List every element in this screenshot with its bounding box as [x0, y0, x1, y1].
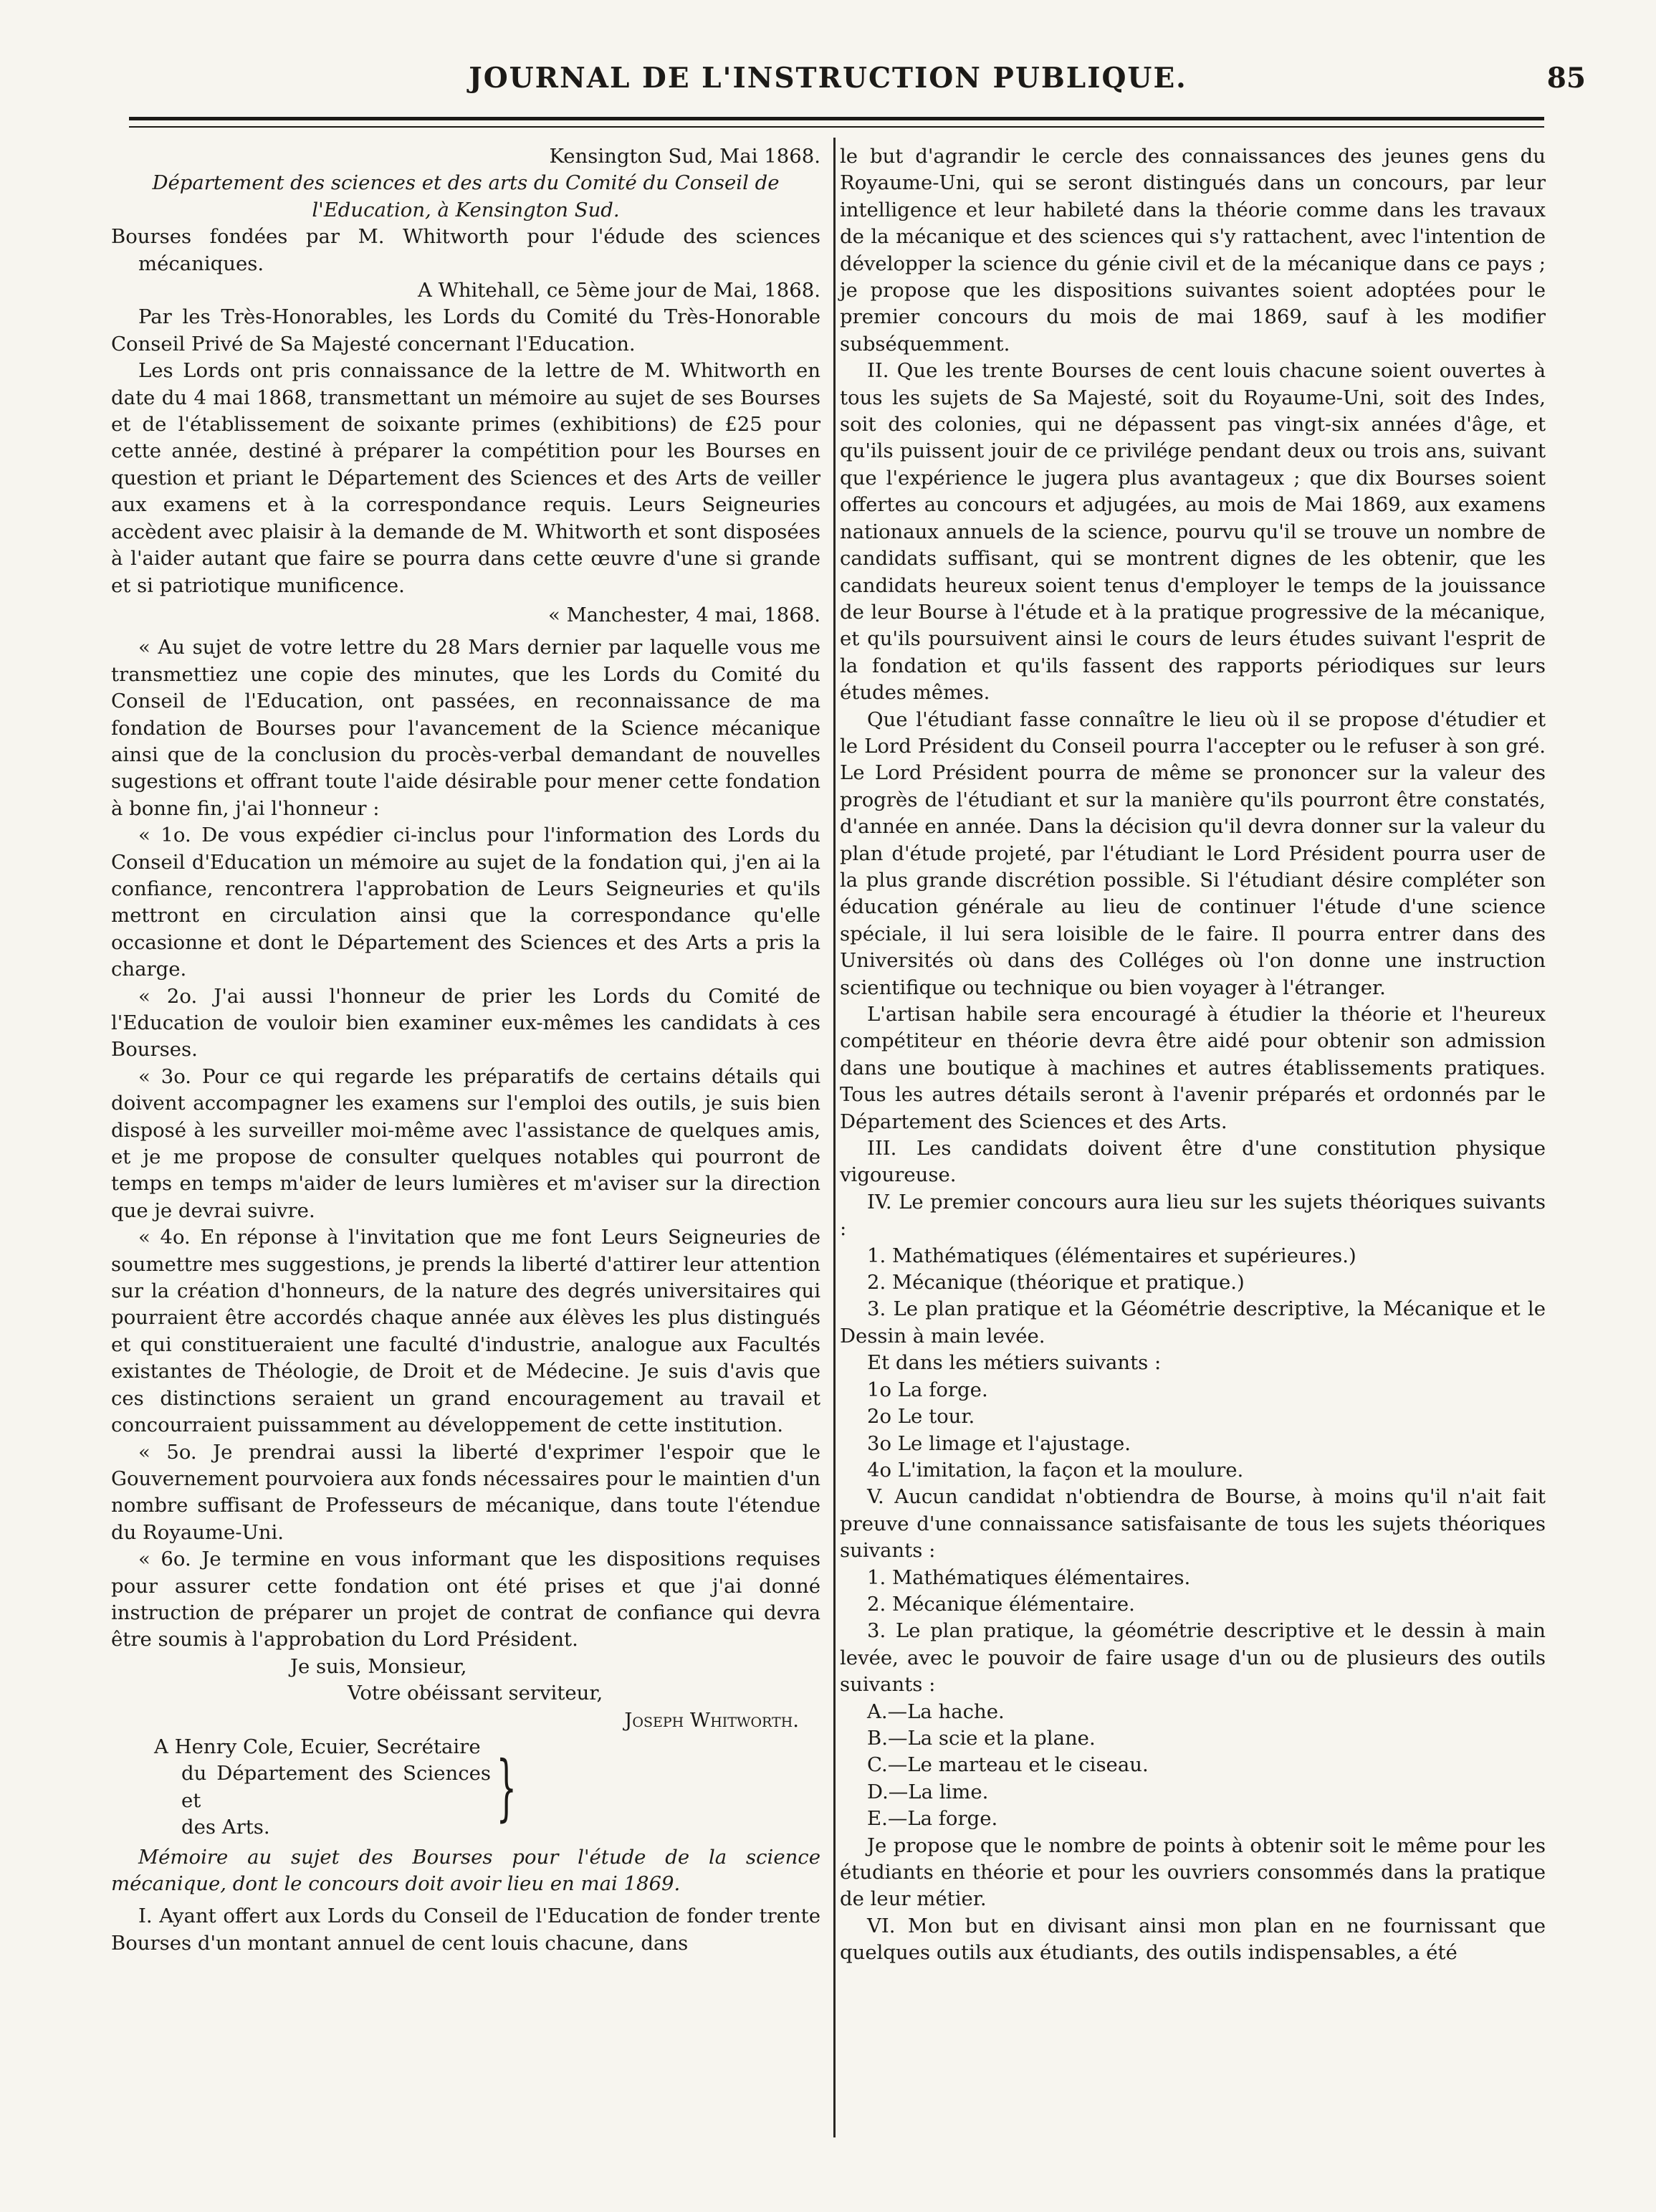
- list-item: C.—Le marteau et le ciseau.: [867, 1753, 1149, 1777]
- paragraph: Par les Très-Honorables, les Lords du Comité du Très-Honorable Conseil Privé de Sa Majesté concernant l'Education.: [111, 305, 820, 356]
- paragraph: II. Que les trente Bourses de cent louis chacune soient ouvertes à tous les sujets de Sa Majesté, soit du Royaume-Uni, soit des Indes, soit des colonies, qui ne dépassent pas vingt-six années d'âge, et qu'ils puissent jouir de ce privilége pendant deux ou trois ans, suivant que l'expérience le jugera plus avantageux ; que dix Bourses soient offertes au concours et adjugées, au mois de Mai 1869, aux examens nationaux annuels de la science, pourvu qu'il se trouve un nombre de candidats suffisant, qui se montrent dignes de les obtenir, que les candidats heureux soient tenus d'employer le temps de la jouissance de leur Bourse à l'étude et à la pratique progressive de la mécanique, et qu'ils poursuivent ainsi le cours de leurs études suivant l'esprit de la fondation et qu'ils fassent des rapports périodiques sur leurs études mêmes.: [840, 359, 1546, 705]
- department-heading: Département des sciences et des arts du Comité du Conseil de l'Education, à Kensington Sud.: [152, 171, 780, 221]
- header-rule-thick: [129, 117, 1544, 120]
- manchester-dateline: « Manchester, 4 mai, 1868.: [548, 603, 820, 626]
- paragraph: Que l'étudiant fasse connaître le lieu où il se propose d'étudier et le Lord Président du Conseil pourra l'accepter ou le refuser à son gré. Le Lord Président pourra de même se prononcer sur la valeur des progrès de l'étudiant et sur la manière qu'ils pourront être constatés, d'année en année. Dans la décision qu'il devra donner sur la valeur du plan d'étude projeté, par l'étudiant le Lord Président pourra user de la plus grande discrétion possible. Si l'étudiant désire compléter son éducation générale au lieu de continuer l'étude d'une science spéciale, il lui sera loisible de le faire. Il pourra entrer dans des Universités où dans des Colléges où l'on donne une instruction scientifique ou technique ou bien voyager à l'étranger.: [840, 707, 1546, 999]
- paragraph: le but d'agrandir le cercle des connaissances des jeunes gens du Royaume-Uni, qui se seront distingués dans un concours, par leur intelligence et leur habileté dans la théorie comme dans les travaux de la mécanique et des sciences qui s'y rattachent, avec l'intention de développer la science du génie civil et de la mécanique dans ce pays ; je propose que les dispositions suivantes soient adoptées pour le premier concours du mois de mai 1869, sauf à les modifier subséquemment.: [840, 145, 1546, 356]
- paragraph: I. Ayant offert aux Lords du Conseil de l'Education de fonder trente Bourses d'un montant annuel de cent louis chacune, dans: [111, 1904, 820, 1955]
- dateline: Kensington Sud, Mai 1868.: [549, 145, 820, 168]
- left-column: [111, 143, 820, 1957]
- subject-heading: Bourses fondées par M. Whitworth pour l'édude des sciences mécaniques.: [111, 225, 820, 275]
- addressee-line: du Département des Sciences et: [181, 1762, 491, 1812]
- list-item: Et dans les métiers suivants :: [867, 1351, 1162, 1375]
- list-item: 1. Mathématiques élémentaires.: [867, 1565, 1191, 1589]
- paragraph: « Au sujet de votre lettre du 28 Mars dernier par laquelle vous me transmettiez une copie des minutes, que les Lords du Comité du Conseil de l'Education, ont passées, en reconnaissance de ma fondation de Bourses pour l'avancement de la Science mécanique ainsi que de la conclusion du procès-verbal demandant de nouvelles sugestions et offrant toute l'aide désirable pour mener cette fondation à bonne fin, j'ai l'honneur :: [111, 636, 820, 820]
- right-column: [840, 143, 1546, 1967]
- paragraph: VI. Mon but en divisant ainsi mon plan en ne fournissant que quelques outils aux étudiants, des outils indispensables, a été: [840, 1914, 1546, 1965]
- list-item: A.—La hache.: [867, 1699, 1005, 1723]
- addressee-line: des Arts.: [181, 1816, 270, 1839]
- list-item: 1. Mathématiques (élémentaires et supérieures.): [867, 1244, 1356, 1267]
- paragraph: « 4o. En réponse à l'invitation que me font Leurs Seigneuries de soumettre mes suggestions, je prends la liberté d'attirer leur attention sur la création d'honneurs, de la nature des degrés universitaires qui pourraient être accordés chaque année aux élèves les plus distingués et qui constitueraient une faculté d'industrie, analogue aux Facultés existantes de Théologie, de Droit et de Médecine. Je suis d'avis que ces distinctions seraient un grand encouragement au travail et concourraient puissamment au développement de cette institution.: [111, 1226, 820, 1437]
- paragraph: III. Les candidats doivent être d'une constitution physique vigoureuse.: [840, 1137, 1546, 1187]
- list-item: 1o La forge.: [867, 1378, 988, 1401]
- list-item: 2o Le tour.: [867, 1405, 975, 1429]
- header-rule-thin: [129, 126, 1544, 128]
- list-item: 2. Mécanique élémentaire.: [867, 1592, 1135, 1616]
- paragraph: « 3o. Pour ce qui regarde les préparatifs de certains détails qui doivent accompagner les examens sur l'emploi des outils, je suis bien disposé à les surveiller moi-même avec l'assistance de quelques amis, et je me propose de consulter quelques notables qui pourront de temps en temps m'aider de leurs lumières et m'aviser sur la direction que je devrai suivre.: [111, 1064, 820, 1222]
- whitehall-dateline: A Whitehall, ce 5ème jour de Mai, 1868.: [417, 279, 820, 302]
- column-divider: [833, 138, 836, 2137]
- closing-line: Votre obéissant serviteur,: [348, 1682, 603, 1705]
- closing-line: Je suis, Monsieur,: [290, 1654, 467, 1678]
- list-item: 3. Le plan pratique, la géométrie descriptive et le dessin à main levée, avec le pouvoir de faire usage d'un ou de plusieurs des outils suivants :: [840, 1619, 1546, 1697]
- list-item: 4o L'imitation, la façon et la moulure.: [867, 1458, 1244, 1482]
- paragraph: L'artisan habile sera encouragé à étudier la théorie et l'heureux compétiteur en théorie devra être aidé pour obtenir son admission dans une boutique à machines et autres établissements pratiques. Tous les autres détails seront à l'avenir préparés et ordonnés par le Département des Sciences et des Arts.: [840, 1003, 1546, 1133]
- list-item: 3o Le limage et l'ajustage.: [867, 1431, 1131, 1455]
- page-number: 85: [1546, 62, 1586, 95]
- list-item: 3. Le plan pratique et la Géométrie descriptive, la Mécanique et le Dessin à main levée.: [840, 1297, 1546, 1348]
- paragraph: « 5o. Je prendrai aussi la liberté d'exprimer l'espoir que le Gouvernement pourvoiera aux fonds nécessaires pour le maintien d'un nombre suffisant de Professeurs de mécanique, dans toute l'étendue du Royaume-Uni.: [111, 1440, 820, 1544]
- journal-title: JOURNAL DE L'INSTRUCTION PUBLIQUE.: [469, 62, 1187, 95]
- paragraph: Les Lords ont pris connaissance de la lettre de M. Whitworth en date du 4 mai 1868, transmettant un mémoire au sujet de ses Bourses et de l'établissement de soixante primes (exhibitions) de £25 pour cette année, destiné à préparer la compétition pour les Bourses en question et priant le Département des Sciences et des Arts de veiller aux examens et à la correspondance requis. Leurs Seigneuries accèdent avec plaisir à la demande de M. Whitworth et sont disposées à l'aider autant que faire se pourra dans cette œuvre d'une si grande et si patriotique munificence.: [111, 359, 820, 597]
- list-item: D.—La lime.: [867, 1780, 989, 1803]
- paragraph: IV. Le premier concours aura lieu sur les sujets théoriques suivants :: [840, 1190, 1546, 1241]
- memoire-heading: Mémoire au sujet des Bourses pour l'étude de la science mécanique, dont le concours doit avoir lieu en mai 1869.: [111, 1845, 820, 1895]
- list-item: 2. Mécanique (théorique et pratique.): [867, 1271, 1245, 1295]
- list-item: B.—La scie et la plane.: [867, 1726, 1096, 1750]
- list-item: E.—La forge.: [867, 1807, 998, 1831]
- paragraph: Je propose que le nombre de points à obtenir soit le même pour les étudiants en théorie et pour les ouvriers consommés dans la pratique de leur métier.: [840, 1834, 1546, 1911]
- page-header: [0, 62, 1656, 105]
- paragraph: « 2o. J'ai aussi l'honneur de prier les Lords du Comité de l'Education de vouloir bien examiner eux-mêmes les candidats à ces Bourses.: [111, 984, 820, 1062]
- signature: Joseph Whitworth.: [624, 1708, 799, 1732]
- paragraph: V. Aucun candidat n'obtiendra de Bourse, à moins qu'il n'ait fait preuve d'une connaissance satisfaisante de tous les sujets théoriques suivants :: [840, 1485, 1546, 1563]
- addressee-block: [154, 1734, 820, 1841]
- addressee-line: A Henry Cole, Ecuier, Secrétaire: [154, 1735, 481, 1758]
- paragraph: « 6o. Je termine en vous informant que les dispositions requises pour assurer cette fondation ont été prises et que j'ai donné instruction de préparer un projet de contrat de confiance qui devra être soumis à l'approbation du Lord Président.: [111, 1548, 820, 1651]
- brace-glyph: }: [496, 1745, 517, 1829]
- paragraph: « 1o. De vous expédier ci-inclus pour l'information des Lords du Conseil d'Education un mémoire au sujet de la fondation qui, j'en ai la confiance, rencontrera l'approbation de Leurs Seigneuries et qu'ils mettront en circulation ainsi que la correspondance qu'elle occasionne et dont le Département des Sciences et des Arts a pris la charge.: [111, 824, 820, 981]
